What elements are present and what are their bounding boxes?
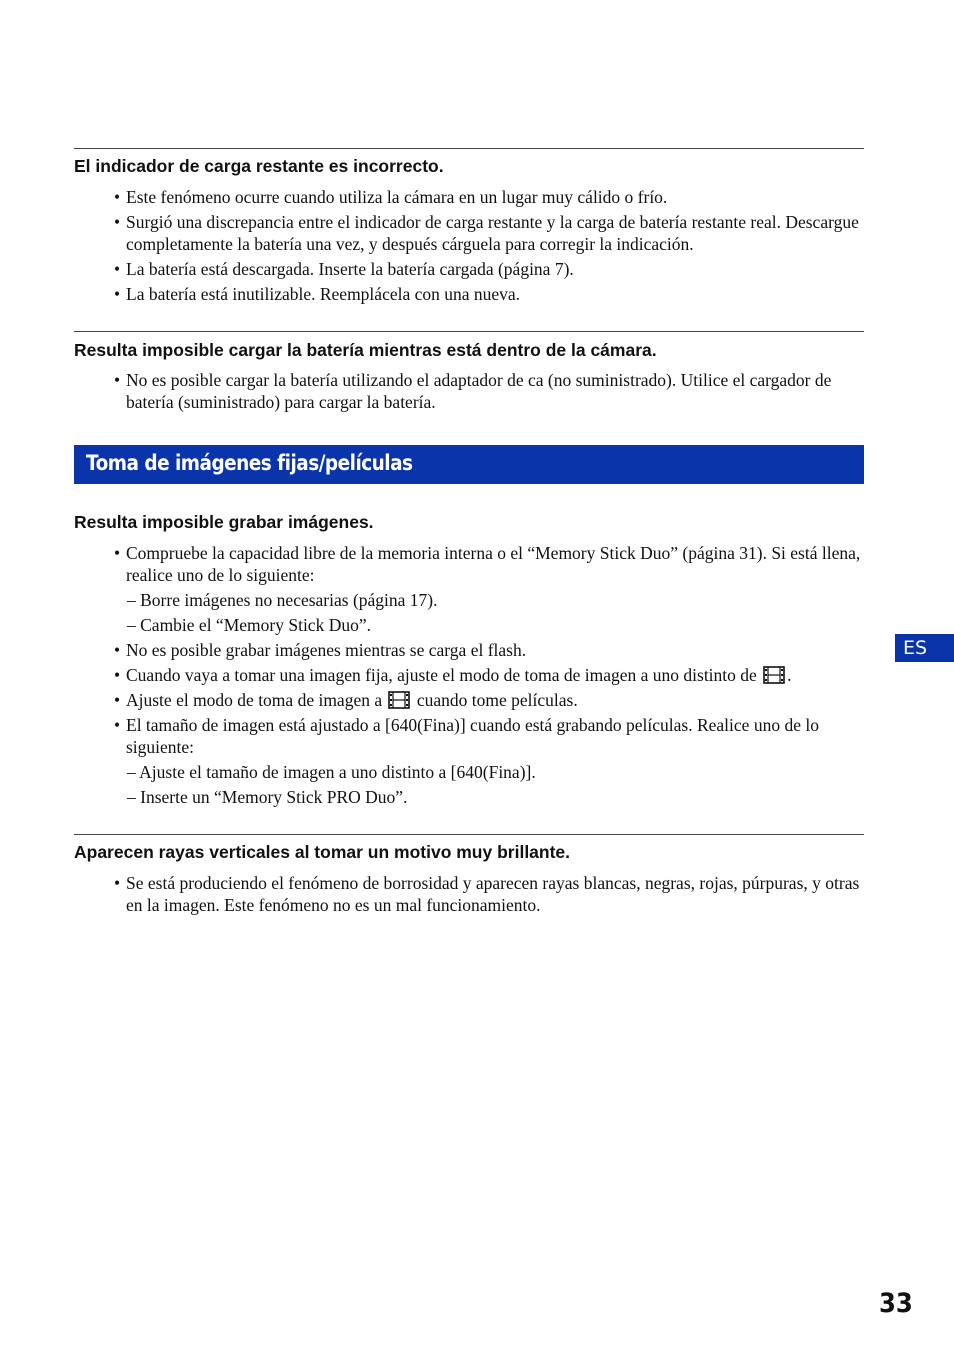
list-item: • No es posible cargar la batería utilizando el adaptador de ca (no suministrado). Utilice el cargador de batería (suministrado) para cargar la batería. xyxy=(113,369,873,413)
movie-mode-icon xyxy=(763,666,785,684)
item-text: Ajuste el modo de toma de imagen a xyxy=(126,690,383,710)
list-item: • No es posible grabar imágenes mientras se carga el flash. xyxy=(113,639,873,661)
list-item: • El tamaño de imagen está ajustado a [640(Fina)] cuando está grabando películas. Realice uno de lo siguiente: xyxy=(113,714,873,758)
section-divider xyxy=(74,148,864,149)
list-item: • Se está produciendo el fenómeno de borrosidad y aparecen rayas blancas, negras, rojas, púrpuras, y otras en la imagen. Este fenómeno no es un mal funcionamiento. xyxy=(113,872,873,916)
section-heading: El indicador de carga restante es incorrecto. xyxy=(74,156,444,176)
item-list xyxy=(113,542,873,811)
language-tab: ES xyxy=(895,634,954,662)
list-item xyxy=(113,689,873,711)
list-item: • Este fenómeno ocurre cuando utiliza la cámara en un lugar muy cálido o frío. xyxy=(113,186,873,208)
section-heading: Resulta imposible cargar la batería mientras está dentro de la cámara. xyxy=(74,340,657,360)
section-heading: Resulta imposible grabar imágenes. xyxy=(74,512,374,532)
item-list xyxy=(113,369,873,416)
sub-list-item: – Borre imágenes no necesarias (página 17). xyxy=(127,590,438,610)
list-item: • Surgió una discrepancia entre el indicador de carga restante y la carga de batería restante real. Descargue completamente la batería una vez, y después cárguela para corregir la indicación. xyxy=(113,211,873,255)
list-item xyxy=(113,664,873,686)
item-text: cuando tome películas. xyxy=(416,690,578,710)
sub-list-item: – Ajuste el tamaño de imagen a uno distinto a [640(Fina)]. xyxy=(127,762,536,782)
item-list xyxy=(113,872,873,919)
section-divider xyxy=(74,331,864,332)
section-title-band xyxy=(74,445,864,484)
item-list xyxy=(113,186,873,308)
movie-mode-icon xyxy=(388,691,410,709)
list-item: • La batería está descargada. Inserte la batería cargada (página 7). xyxy=(113,258,873,280)
page-number: 33 xyxy=(879,1288,913,1319)
item-text: Cuando vaya a tomar una imagen fija, ajuste el modo de toma de imagen a uno distinto de xyxy=(126,665,757,685)
sub-list-item: – Cambie el “Memory Stick Duo”. xyxy=(127,615,371,635)
sub-list-item: – Inserte un “Memory Stick PRO Duo”. xyxy=(127,787,408,807)
section-divider xyxy=(74,834,864,835)
list-item: • La batería está inutilizable. Reemplácela con una nueva. xyxy=(113,283,873,305)
section-title: Toma de imágenes fijas/películas xyxy=(86,451,413,475)
list-item: • Compruebe la capacidad libre de la memoria interna o el “Memory Stick Duo” (página 31). Si está llena, realice uno de lo siguiente: xyxy=(113,542,873,586)
section-heading: Aparecen rayas verticales al tomar un motivo muy brillante. xyxy=(74,842,571,862)
item-text: . xyxy=(787,665,792,685)
